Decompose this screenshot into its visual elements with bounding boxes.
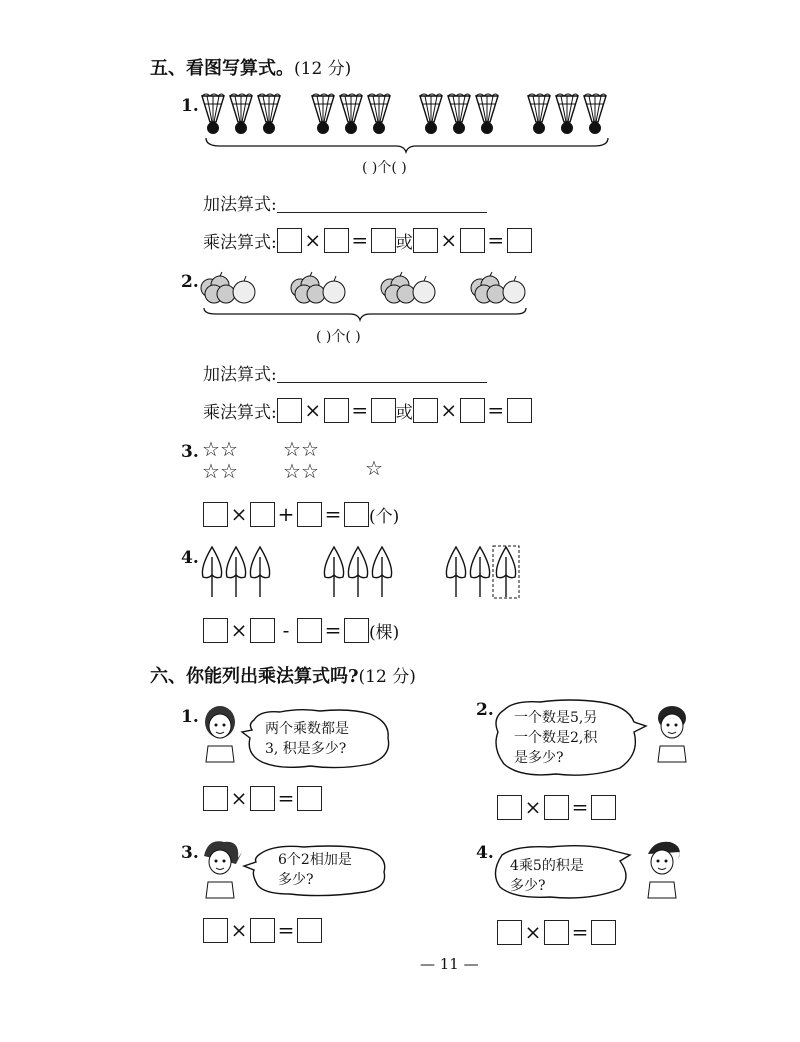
s6-q4-number: 4. — [476, 843, 494, 863]
answer-box[interactable] — [413, 398, 438, 423]
star-icon: ☆ — [219, 459, 238, 483]
equals-sign: = — [351, 398, 369, 422]
q2-group-label: ( )个( ) — [316, 329, 361, 345]
answer-box[interactable] — [250, 918, 275, 943]
equals-sign: = — [571, 920, 589, 944]
answer-box[interactable] — [371, 398, 396, 423]
times-sign: × — [440, 228, 458, 252]
answer-box[interactable] — [277, 398, 302, 423]
answer-box[interactable] — [250, 502, 275, 527]
q1-number: 1. — [181, 96, 199, 116]
q3-equation — [203, 502, 399, 527]
q1-mul-row — [203, 228, 532, 253]
answer-box[interactable] — [203, 502, 228, 527]
q1-add-answer-line[interactable] — [277, 192, 487, 213]
star-group-2 — [283, 438, 319, 482]
answer-box[interactable] — [203, 786, 228, 811]
section6-title: 六、你能列出乘法算式吗? — [150, 666, 359, 687]
s6-q3-equation — [203, 918, 322, 943]
bubble-line: 是多少? — [514, 750, 564, 766]
answer-box[interactable] — [497, 920, 522, 945]
times-sign: × — [524, 795, 542, 819]
unit-label: (棵) — [369, 623, 400, 643]
or-word: 或 — [395, 233, 413, 253]
brace — [206, 138, 608, 152]
equals-sign: = — [487, 398, 505, 422]
s6-q4-equation — [497, 920, 616, 945]
s6-q1-bubble-text — [265, 719, 349, 759]
q2-add-row — [203, 360, 487, 385]
answer-box[interactable] — [297, 618, 322, 643]
equals-sign: = — [351, 228, 369, 252]
s6-q4-bubble-text — [510, 856, 584, 896]
bubble-line: 两个乘数都是 — [265, 721, 349, 737]
star-icon: ☆ — [365, 456, 383, 480]
plus-sign: + — [277, 502, 295, 526]
answer-box[interactable] — [324, 228, 349, 253]
answer-box[interactable] — [507, 398, 532, 423]
answer-box[interactable] — [344, 502, 369, 527]
q2-add-answer-line[interactable] — [277, 362, 487, 383]
apple-groups — [200, 270, 540, 325]
or-word: 或 — [395, 403, 413, 423]
star-icon: ☆ — [300, 459, 319, 483]
bubble-line: 3, 积是多少? — [265, 741, 347, 757]
answer-box[interactable] — [413, 228, 438, 253]
answer-box[interactable] — [297, 502, 322, 527]
equals-sign: = — [277, 918, 295, 942]
answer-box[interactable] — [591, 920, 616, 945]
times-sign: × — [304, 398, 322, 422]
q2-add-label: 加法算式: — [203, 365, 277, 385]
times-sign: × — [304, 228, 322, 252]
times-sign: × — [230, 502, 248, 526]
times-sign: × — [230, 786, 248, 810]
q2-mul-row — [203, 398, 532, 423]
bubble-line: 一个数是2,积 — [514, 730, 598, 746]
answer-box[interactable] — [324, 398, 349, 423]
bubble-line: 一个数是5,另 — [514, 710, 598, 726]
s6-q3-number: 3. — [181, 843, 199, 863]
answer-box[interactable] — [507, 228, 532, 253]
q2-mul-label: 乘法算式: — [203, 403, 277, 423]
star-icon: ☆ — [202, 459, 220, 483]
boy-icon — [650, 702, 698, 764]
girl-icon — [198, 838, 248, 900]
equals-sign: = — [571, 795, 589, 819]
bubble-line: 多少? — [510, 878, 546, 894]
answer-box[interactable] — [497, 795, 522, 820]
s6-q1-equation — [203, 786, 322, 811]
bubble-line: 多少? — [278, 872, 314, 888]
q1-group-label: ( )个( ) — [362, 160, 407, 176]
answer-box[interactable] — [250, 618, 275, 643]
tree-groups — [200, 545, 530, 600]
answer-box[interactable] — [277, 228, 302, 253]
times-sign: × — [440, 398, 458, 422]
unit-label: (个) — [369, 507, 400, 527]
answer-box[interactable] — [591, 795, 616, 820]
q3-number: 3. — [181, 442, 199, 462]
times-sign: × — [524, 920, 542, 944]
answer-box[interactable] — [203, 918, 228, 943]
times-sign: × — [230, 618, 248, 642]
s6-q2-number: 2. — [476, 700, 494, 720]
star-icon: ☆ — [283, 437, 301, 461]
q1-add-label: 加法算式: — [203, 195, 277, 215]
section5-score: (12 分) — [294, 59, 352, 79]
s6-q2-bubble-text — [514, 708, 597, 768]
shuttlecock-icon — [202, 94, 224, 134]
q1-add-row — [203, 190, 487, 215]
star-icon: ☆ — [300, 437, 319, 461]
s6-q3-bubble-text — [278, 850, 352, 890]
star-icon: ☆ — [202, 437, 220, 461]
boy-icon — [640, 838, 688, 900]
section6-score: (12 分) — [358, 667, 416, 687]
answer-box[interactable] — [203, 618, 228, 643]
star-group-1 — [202, 438, 238, 482]
q4-number: 4. — [181, 548, 199, 568]
answer-box[interactable] — [371, 228, 396, 253]
section5-title: 五、看图写算式。 — [150, 58, 294, 79]
q2-number: 2. — [181, 272, 199, 292]
answer-box[interactable] — [460, 398, 485, 423]
page-number: — 11 — — [420, 955, 479, 973]
tree-icon — [202, 547, 221, 597]
q1-mul-label: 乘法算式: — [203, 233, 277, 253]
equals-sign: = — [487, 228, 505, 252]
s6-q1-number: 1. — [181, 707, 199, 727]
star-icon: ☆ — [283, 459, 301, 483]
bubble-line: 4乘5的积是 — [510, 858, 584, 874]
brace — [204, 308, 526, 320]
bubble-line: 6个2相加是 — [278, 852, 352, 868]
star-icon: ☆ — [219, 437, 238, 461]
section5-heading — [150, 54, 351, 80]
equals-sign: = — [277, 786, 295, 810]
times-sign: × — [230, 918, 248, 942]
answer-box[interactable] — [344, 618, 369, 643]
answer-box[interactable] — [297, 918, 322, 943]
shuttlecock-groups — [200, 92, 620, 152]
section6-heading — [150, 662, 416, 688]
answer-box[interactable] — [544, 920, 569, 945]
minus-sign: - — [282, 618, 290, 642]
answer-box[interactable] — [297, 786, 322, 811]
answer-box[interactable] — [250, 786, 275, 811]
s6-q2-equation — [497, 795, 616, 820]
equals-sign: = — [324, 502, 342, 526]
q4-equation — [203, 618, 399, 643]
answer-box[interactable] — [460, 228, 485, 253]
equals-sign: = — [324, 618, 342, 642]
apple-icon — [201, 272, 255, 303]
answer-box[interactable] — [544, 795, 569, 820]
